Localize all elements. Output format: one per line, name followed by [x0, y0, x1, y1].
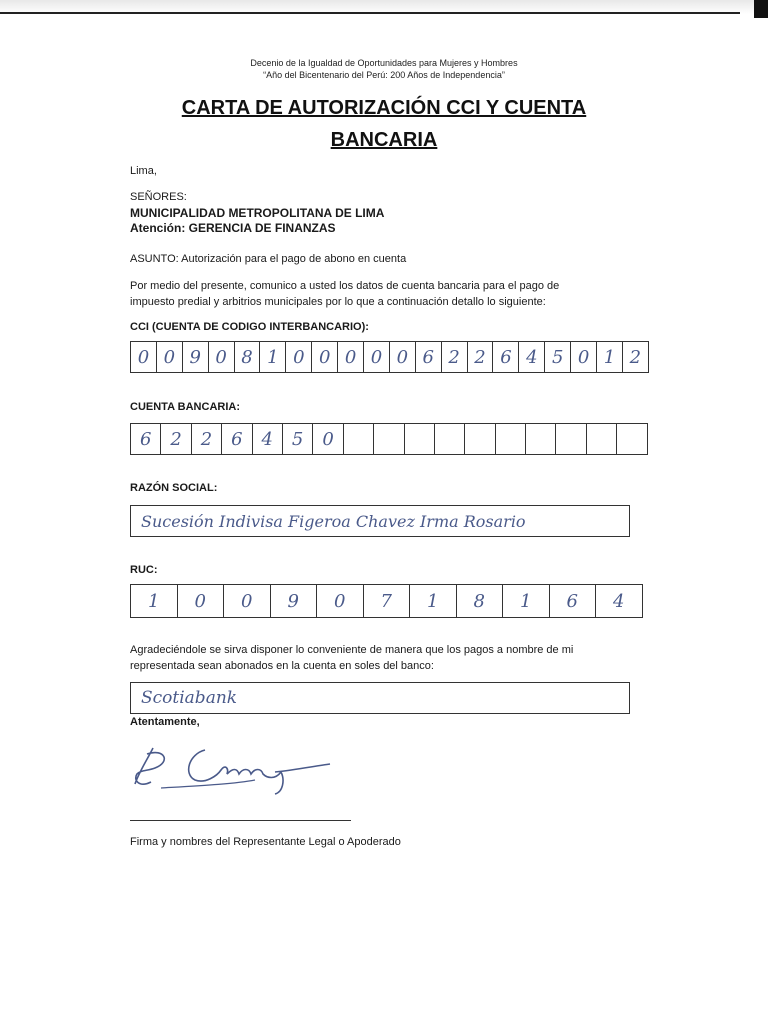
- handwritten-signature: [125, 740, 340, 800]
- ruc-digit-cell: 9: [271, 585, 318, 617]
- cuenta-digit-cell: [587, 424, 617, 454]
- regards-text: Atentamente,: [130, 716, 200, 728]
- cci-digit-cell: 2: [442, 342, 468, 372]
- closing-paragraph: [130, 642, 632, 674]
- cci-digit-cell: 8: [235, 342, 261, 372]
- cci-digit-grid: [130, 341, 649, 373]
- cuenta-digit-cell: 0: [313, 424, 343, 454]
- cci-digit-cell: 0: [312, 342, 338, 372]
- cuenta-digit-cell: [374, 424, 404, 454]
- bank-value: Scotiabank: [141, 688, 238, 708]
- razon-social-value: Sucesión Indivisa Figeroa Chavez Irma Rosario: [141, 511, 526, 531]
- cci-digit-cell: 6: [416, 342, 442, 372]
- recipient-attention: Atención: GERENCIA DE FINANZAS: [130, 221, 336, 235]
- header-year: “Año del Bicentenario del Perú: 200 Años de Independencia”: [263, 70, 505, 80]
- cci-digit-cell: 0: [286, 342, 312, 372]
- signature-caption: Firma y nombres del Representante Legal o Apoderado: [130, 836, 401, 848]
- ruc-digit-cell: 1: [503, 585, 550, 617]
- cuenta-digit-cell: 6: [131, 424, 161, 454]
- cci-digit-cell: 1: [260, 342, 286, 372]
- ruc-digit-cell: 1: [410, 585, 457, 617]
- cci-digit-cell: 2: [623, 342, 649, 372]
- cuenta-digit-cell: [344, 424, 374, 454]
- cci-digit-cell: 0: [364, 342, 390, 372]
- cuenta-digit-cell: 2: [192, 424, 222, 454]
- closing-line-2: representada sean abonados en la cuenta en soles del banco:: [130, 660, 434, 672]
- cuenta-digit-cell: 6: [222, 424, 252, 454]
- salutation: SEÑORES:: [130, 191, 187, 203]
- scan-corner-mark: [754, 0, 768, 18]
- body-line-1: Por medio del presente, comunico a usted los datos de cuenta bancaria para el pago de: [130, 280, 560, 292]
- signature-line: [130, 820, 351, 821]
- cuenta-digit-cell: 5: [283, 424, 313, 454]
- ruc-digit-cell: 0: [224, 585, 271, 617]
- recipient-entity: MUNICIPALIDAD METROPOLITANA DE LIMA: [130, 206, 385, 220]
- cuenta-digit-cell: [526, 424, 556, 454]
- cci-digit-cell: 6: [493, 342, 519, 372]
- cuenta-label: CUENTA BANCARIA:: [130, 401, 240, 413]
- ruc-digit-cell: 1: [131, 585, 178, 617]
- cuenta-digit-cell: [405, 424, 435, 454]
- city-line: Lima,: [130, 165, 157, 177]
- razon-label: RAZÓN SOCIAL:: [130, 482, 218, 494]
- ruc-digit-cell: 8: [457, 585, 504, 617]
- scan-top-line: [0, 12, 740, 14]
- cuenta-digit-cell: 4: [253, 424, 283, 454]
- closing-line-1: Agradeciéndole se sirva disponer lo conveniente de manera que los pagos a nombre de mi: [130, 644, 574, 656]
- cci-digit-cell: 2: [468, 342, 494, 372]
- ruc-digit-cell: 0: [178, 585, 225, 617]
- cuenta-digit-grid: [130, 423, 648, 455]
- cci-digit-cell: 0: [390, 342, 416, 372]
- bank-field: [130, 682, 630, 714]
- ruc-digit-cell: 4: [596, 585, 643, 617]
- cci-digit-cell: 0: [157, 342, 183, 372]
- ruc-digit-grid: [130, 584, 643, 618]
- ruc-digit-cell: 0: [317, 585, 364, 617]
- cci-digit-cell: 0: [209, 342, 235, 372]
- cci-digit-cell: 9: [183, 342, 209, 372]
- razon-social-field: [130, 505, 630, 537]
- ruc-label: RUC:: [130, 564, 158, 576]
- cuenta-digit-cell: [617, 424, 647, 454]
- body-paragraph: [130, 278, 632, 310]
- cci-digit-cell: 0: [131, 342, 157, 372]
- cci-digit-cell: 0: [571, 342, 597, 372]
- cci-digit-cell: 1: [597, 342, 623, 372]
- document-title-line1: CARTA DE AUTORIZACIÓN CCI Y CUENTA: [181, 97, 587, 119]
- cuenta-digit-cell: [496, 424, 526, 454]
- cci-label: CCI (CUENTA DE CODIGO INTERBANCARIO):: [130, 321, 369, 333]
- subject-line: ASUNTO: Autorización para el pago de abono en cuenta: [130, 253, 407, 265]
- cci-digit-cell: 4: [519, 342, 545, 372]
- document-title-line2: BANCARIA: [330, 129, 438, 151]
- cuenta-digit-cell: [556, 424, 586, 454]
- cci-digit-cell: 0: [338, 342, 364, 372]
- ruc-digit-cell: 6: [550, 585, 597, 617]
- cuenta-digit-cell: [465, 424, 495, 454]
- cuenta-digit-cell: 2: [161, 424, 191, 454]
- body-line-2: impuesto predial y arbitrios municipales por lo que a continuación detallo lo siguiente:: [130, 296, 546, 308]
- ruc-digit-cell: 7: [364, 585, 411, 617]
- cci-digit-cell: 5: [545, 342, 571, 372]
- header-decade: Decenio de la Igualdad de Oportunidades para Mujeres y Hombres: [250, 58, 518, 68]
- cuenta-digit-cell: [435, 424, 465, 454]
